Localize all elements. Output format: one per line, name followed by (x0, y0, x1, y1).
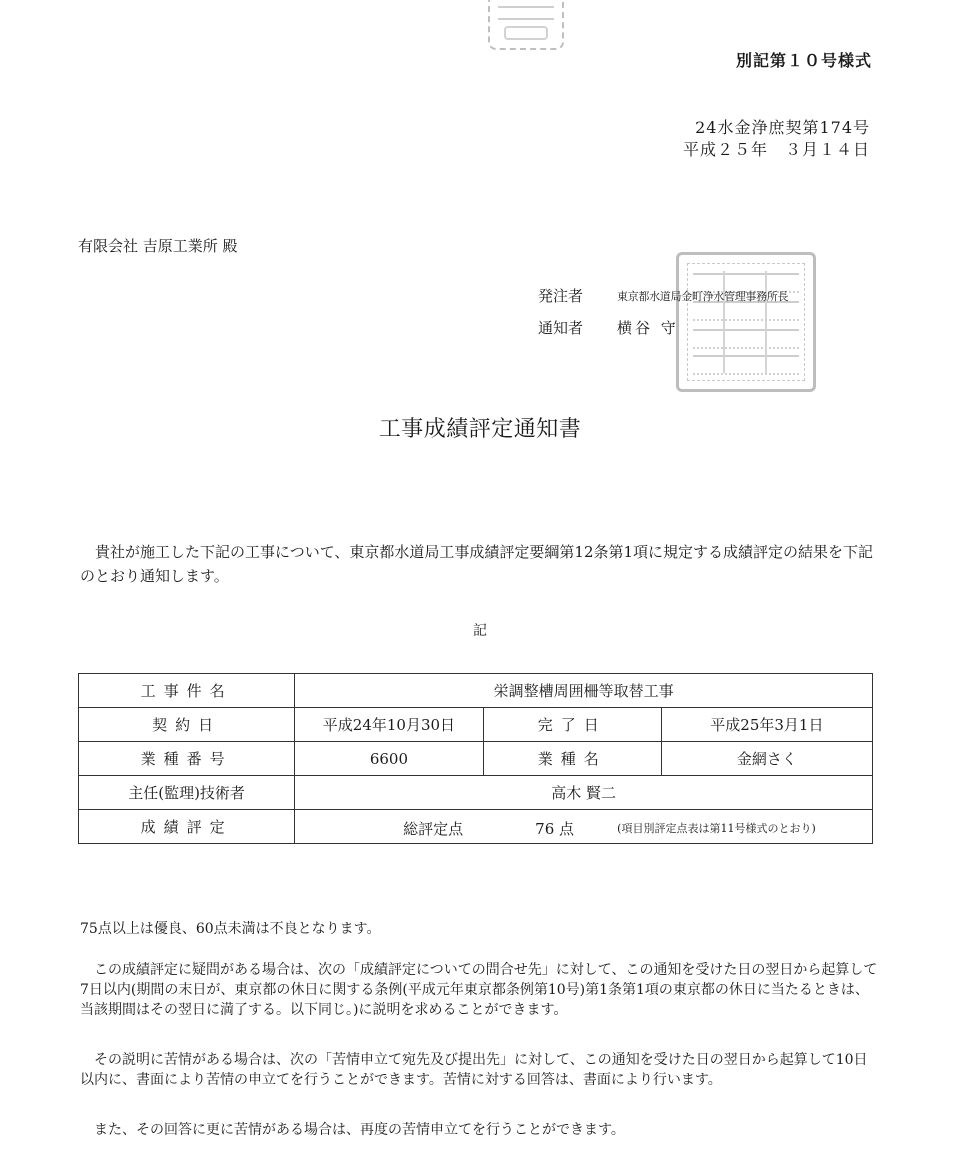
work-name: 栄調整槽周囲柵等取替工事 (295, 674, 873, 708)
completion-label: 完了日 (483, 708, 661, 742)
score-note: (項目別評定点表は第11号様式のとおり) (617, 822, 816, 835)
receipt-stamp (488, 0, 564, 50)
document-number: 24水金浄庶契第174号 (695, 118, 870, 137)
completion-date: 平成25年3月1日 (661, 708, 872, 742)
form-id: 別記第１０号様式 (735, 51, 872, 70)
table-row (79, 742, 873, 776)
contract-date: 平成24年10月30日 (295, 708, 484, 742)
issuer-name: 東京都水道局金町浄水管理事務所長 (617, 290, 789, 303)
score-row-label: 成績評定 (79, 810, 295, 844)
complaint-paragraph: その説明に苦情がある場合は、次の「苦情申立て宛先及び提出先」に対して、この通知を受けた日の翌日から起算して10日以内に、書面により苦情の申立てを行うことができます。苦情に対する回答は、書面により行います。 (80, 1052, 868, 1088)
document-title: 工事成績評定通知書 (378, 417, 582, 442)
inquiry-paragraph: この成績評定に疑問がある場合は、次の「成績評定についての問合せ先」に対して、この通知を受けた日の翌日から起算して7日以内(期間の末日が、東京都の休日に関する条例(平成元年東京都条例第10号)第1条第1項の東京都の休日に当たるときは、当該期間はその翌日に満了する。以下同じ。)に説明を求めることができます。 (80, 962, 878, 1018)
table-row (79, 810, 873, 844)
total-score: 76 点 (535, 820, 575, 838)
type-name: 金網さく (661, 742, 872, 776)
score-cell (295, 810, 873, 844)
table-row (79, 674, 873, 708)
document-number-block (683, 117, 870, 161)
type-name-label: 業種名 (483, 742, 661, 776)
table-row (79, 708, 873, 742)
work-name-label: 工事件名 (79, 674, 295, 708)
official-seal (676, 252, 816, 392)
notifier-label: 通知者 (538, 319, 584, 337)
contract-date-label: 契約日 (79, 708, 295, 742)
re-complaint-paragraph: また、その回答に更に苦情がある場合は、再度の苦情申立てを行うことができます。 (80, 1122, 625, 1138)
type-code: 6600 (295, 742, 484, 776)
issue-date: 平成２５年 ３月１４日 (682, 140, 870, 159)
notifier-name: 横谷 守 (617, 319, 679, 337)
table-row (79, 776, 873, 810)
intro-paragraph: 貴社が施工した下記の工事について、東京都水道局工事成績評定要綱第12条第1項に規定する成績評定の結果を下記のとおり通知します。 (80, 543, 874, 585)
type-code-label: 業種番号 (79, 742, 295, 776)
evaluation-table (78, 673, 873, 844)
issuer-label: 発注者 (538, 287, 584, 305)
ki-marker: 記 (473, 623, 487, 639)
engineer-name: 高木 賢二 (295, 776, 873, 810)
recipient: 有限会社 吉原工業所 殿 (78, 237, 238, 255)
engineer-label: 主任(監理)技術者 (79, 776, 295, 810)
grade-note: 75点以上は優良、60点未満は不良となります。 (80, 921, 381, 937)
total-score-label: 総評定点 (403, 820, 464, 838)
